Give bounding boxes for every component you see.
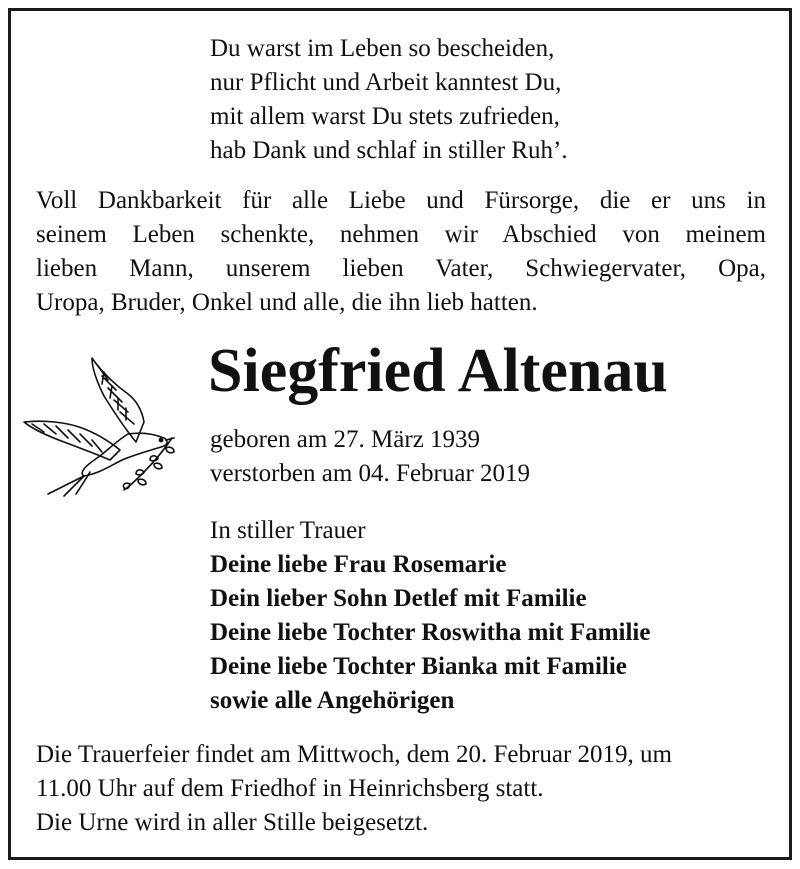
intro-line: seinem Leben schenkte, nehmen wir Abschied von meinem [36, 221, 766, 248]
intro-paragraph [36, 184, 766, 320]
birth-date: geboren am 27. März 1939 [210, 426, 481, 453]
intro-line: Uropa, Bruder, Onkel und alle, die ihn lieb hatten. [36, 289, 538, 316]
mourners-heading: In stiller Trauer [210, 517, 366, 544]
mourner-name: Deine liebe Tochter Roswitha mit Familie [210, 619, 651, 646]
dove-with-olive-branch-icon [18, 350, 188, 500]
poem-line: hab Dank und schlaf in stiller Ruh’. [210, 137, 568, 164]
intro-line: lieben Mann, unserem lieben Vater, Schwiegervater, Opa, [36, 255, 766, 282]
mourners-block [210, 514, 650, 718]
mourner-name: sowie alle Angehörigen [210, 687, 455, 714]
mourner-name: Deine liebe Frau Rosemarie [210, 551, 507, 578]
deceased-name: Siegfried Altenau [208, 337, 668, 405]
mourner-name: Deine liebe Tochter Bianka mit Familie [210, 653, 627, 680]
service-line: Die Trauerfeier findet am Mittwoch, dem 20. Februar 2019, um [36, 741, 672, 768]
life-dates [210, 423, 530, 491]
poem-line: nur Pflicht und Arbeit kanntest Du, [210, 69, 562, 96]
poem-line: mit allem warst Du stets zufrieden, [210, 103, 560, 130]
service-line: Die Urne wird in aller Stille beigesetzt. [36, 809, 429, 836]
service-line: 11.00 Uhr auf dem Friedhof in Heinrichsberg statt. [36, 775, 544, 802]
poem [210, 32, 568, 168]
service-info [36, 738, 766, 840]
mourner-name: Dein lieber Sohn Detlef mit Familie [210, 585, 587, 612]
poem-line: Du warst im Leben so bescheiden, [210, 35, 555, 62]
intro-line: Voll Dankbarkeit für alle Liebe und Fürsorge, die er uns in [36, 187, 766, 214]
death-date: verstorben am 04. Februar 2019 [210, 460, 531, 487]
